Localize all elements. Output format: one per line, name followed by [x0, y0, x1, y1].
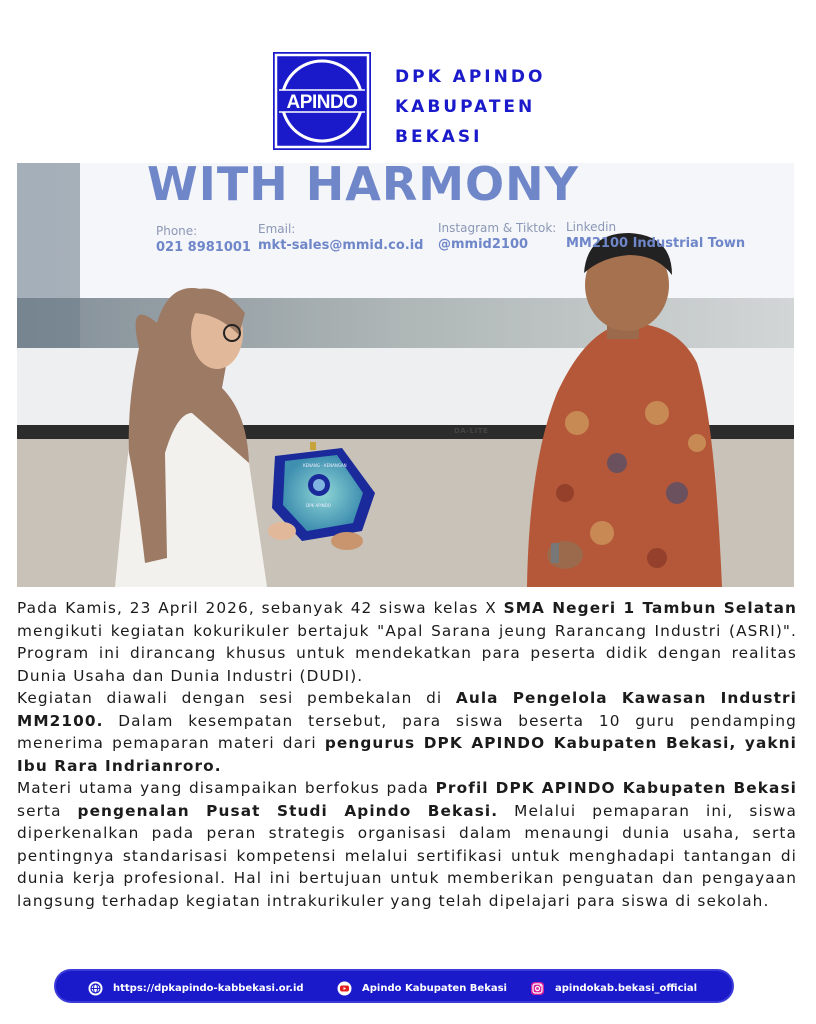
article-paragraph-3	[17, 777, 797, 912]
footer-youtube[interactable]	[337, 971, 507, 1005]
org-name-line-1: DPK APINDO	[395, 67, 546, 87]
footer-website-text: https://dpkapindo-kabbekasi.or.id	[113, 982, 304, 994]
screen-brand-label: DA-LITE	[454, 427, 489, 435]
slide-contact-value: MM2100 Industrial Town	[566, 236, 746, 251]
slide-contact-label: Instagram & Tiktok:	[438, 221, 557, 235]
plaque-text: KENANG - KENANGAN	[303, 463, 347, 468]
org-name	[395, 62, 545, 152]
text-run: Dalam kesempatan tersebut, para siswa beserta 10 guru pendamping menerima pemaparan materi dari	[17, 711, 797, 752]
slide-contact-value: mkt-sales@mmid.co.id	[258, 238, 424, 253]
article-body	[17, 597, 797, 912]
org-name-line-2: KABUPATEN	[395, 97, 536, 117]
article-paragraph-1	[17, 597, 797, 687]
slide-contact-label: Email:	[258, 222, 296, 236]
footer-youtube-text: Apindo Kabupaten Bekasi	[362, 982, 507, 994]
globe-icon	[88, 981, 103, 996]
article-paragraph-2	[17, 687, 797, 777]
text-run: Melalui pemaparan ini, siswa diperkenalkan pada peran strategis organisasi dalam menaungi dunia usaha, serta pentingnya standarisasi kompetensi melalui sertifikasi untuk menghadapi tantangan di dunia kerja profesional. Hal ini bertujuan untuk memberikan penguatan dan pengayaan langsung terhadap kegiatan intrakurikuler yang telah dipelajari para siswa di sekolah.	[17, 801, 797, 910]
slide-contact-label: Linkedin	[566, 220, 617, 234]
bold-run: Profil DPK APINDO Kabupaten Bekasi	[435, 779, 798, 797]
bold-run: pengenalan Pusat Studi Apindo Bekasi.	[77, 801, 499, 820]
youtube-icon	[337, 981, 352, 996]
apindo-logo	[273, 52, 371, 150]
text-run: mengikuti kegiatan kokurikuler bertajuk "Apal Sarana jeung Rarancang Industri (ASRI)". Program ini dirancang khusus untuk mendekatkan para peserta didik dengan realitas Dunia Usaha dan Dunia Industri (DUDI).	[17, 621, 797, 685]
logo-text: APINDO	[286, 92, 358, 113]
slide-contact-value: 021 8981001	[156, 240, 251, 255]
instagram-icon	[530, 981, 545, 996]
slide-contact-label: Phone:	[156, 224, 198, 238]
slide-contact-value: @mmid2100	[438, 237, 529, 252]
text-run: serta	[17, 801, 78, 820]
text-run: Pada Kamis, 23 April 2026, sebanyak 42 siswa kelas X	[17, 599, 504, 617]
footer-instagram-text: apindokab.bekasi_official	[555, 982, 698, 994]
org-name-line-3: BEKASI	[395, 127, 483, 147]
text-run: Materi utama yang disampaikan berfokus pada	[17, 779, 436, 797]
footer-website[interactable]	[88, 971, 304, 1005]
bold-run: pengurus DPK APINDO Kabupaten Bekasi, yakni Ibu Rara Indrianroro.	[17, 734, 797, 775]
plaque-text: DPK APINDO	[306, 503, 331, 508]
bold-run: SMA Negeri 1 Tambun Selatan	[503, 599, 797, 617]
slide-title: WITH HARMONY	[147, 163, 579, 211]
event-photo	[17, 163, 794, 587]
text-run: Kegiatan diawali dengan sesi pembekalan di	[17, 689, 456, 707]
footer-bar	[54, 969, 734, 1003]
footer-instagram[interactable]	[530, 971, 697, 1005]
bold-run: Aula Pengelola Kawasan Industri MM2100.	[17, 689, 797, 730]
